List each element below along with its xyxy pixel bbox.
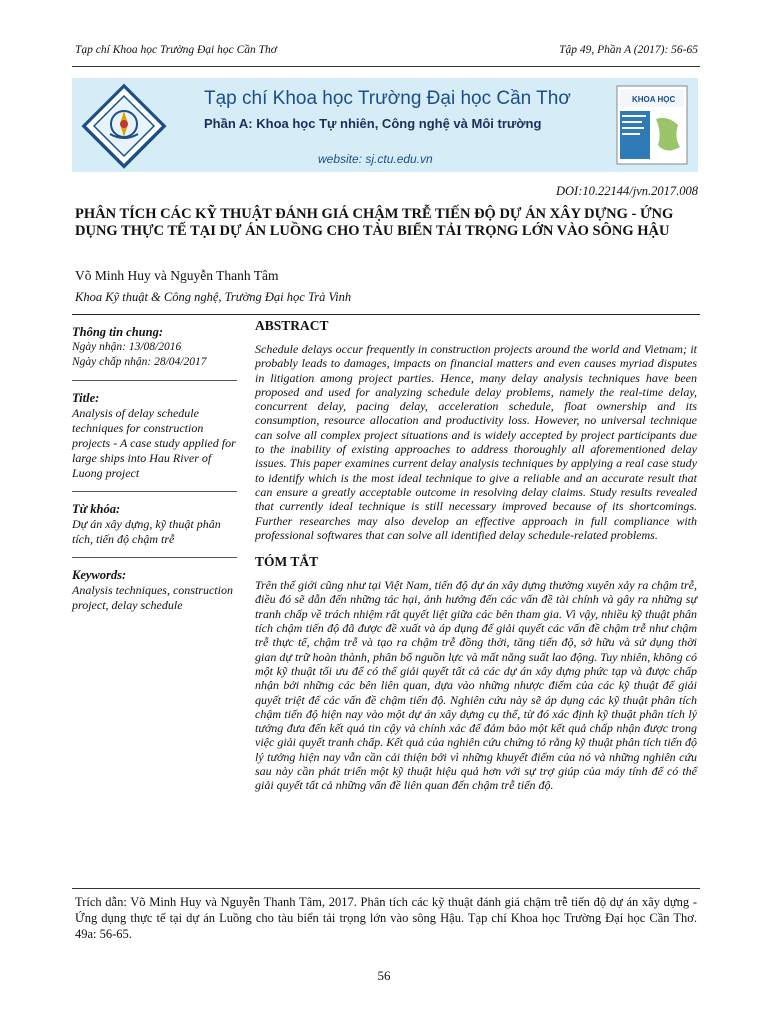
sidebar-divider — [72, 491, 237, 492]
banner-title: Tạp chí Khoa học Trường Đại học Cần Thơ — [204, 88, 571, 109]
cover-title-text: KHOA HỌC — [632, 95, 676, 104]
keywords-vi-heading: Từ khóa: — [72, 502, 121, 516]
title-en-heading: Title: — [72, 391, 100, 405]
tomtat-text: Trên thế giới cũng như tại Việt Nam, tiến độ dự án xây dựng thường xuyên xảy ra chậm trễ, điều đó sẽ dẫn đến những tác hại, ảnh hưởng đến các vấn đề tài chính và gây ra những sự tranh chấp về trách nhiệm rất quyết liệt giữa các bên tham gia. Vì vậy, nhiều kỹ thuật phân tích chậm tiến độ đã được đề xuất và áp dụng để giải quyết các vấn đề chậm trễ như chậm trễ thực tế, chậm trễ và tạo ra chậm trễ đồng thời, tăng tiến độ, sở hữu và sử dụng thời gian dự trữ hoàn thành, phân bổ nguồn lực và mất năng suất lao động. Tuy nhiên, không có một kỹ thuật tối ưu để có thể giải quyết tất cả các dự án xây dựng phức tạp và được chấp nhận bởi những các bên liên quan, dựa vào những nhược điểm của các kỹ thuật để giải quyết triệt để các vấn đề chậm tiến độ. Nghiên cứu này sẽ áp dụng các kỹ thuật phân tích chậm tiến độ hiện nay vào một dự án xây dựng cụ thể, từ đó xác định kỹ thuật phân tích lý tưởng đưa đến kết quả tin cậy và chính xác để đảm bảo một kết quả chấp nhận được trong việc giải quyết tranh chấp. Kết quả của nghiên cứu chứng tỏ rằng kỹ thuật phân tích tiến độ lý tưởng hiện nay vẫn cần cải thiện bởi vì những khuyết điểm của nó và những nghiên cứu sau này cần phát triển một kỹ thuật hiệu quả hơn với sự trợ giúp của máy tính để có thể giải quyết tất cả những vấn đề liên quan đến chậm trễ tiến độ. — [255, 578, 698, 793]
abstract-text: Schedule delays occur frequently in construction projects around the world and Vietnam; it probably leads to damages, impacts on financial matters and even causes myriad disputes in litigation among project parties. Hence, many delay analysis techniques have been proposed and used for analyzing schedule delay problems, namely the real-time delay, concurrent delay, pacing delay, acceleration schedule, float ownership and its consumption, resource allocation and productivity loss. However, no universal technique can solve all complex project situations and is widely accepted by project participants due to the inability of existing approaches to address thoroughly all aforementioned delay issues. This paper examines current delay analysis techniques by applying a real case study to identify which is the most ideal technique to give a reliable and an accurate result that can ensure a greatly acceptable outcome in resolving delay claims. Study results revealed that currently ideal technique is still necessary improved because of its shortcomings. Further researches may also develop an effective approach in full compliance with professional softwares that can solve all identified delay schedule-related problems. — [255, 342, 697, 542]
abstract-heading: ABSTRACT — [255, 318, 329, 333]
page-number: 56 — [377, 968, 391, 983]
abstract-column — [255, 318, 697, 793]
header-rule — [72, 66, 700, 67]
running-issue: Tập 49, Phần A (2017): 56-65 — [559, 44, 698, 56]
citation-rule — [72, 888, 700, 889]
doi-link[interactable]: DOI:10.22144/jvn.2017.008 — [556, 184, 698, 198]
article-affiliation: Khoa Kỹ thuật & Công nghệ, Trường Đại học Trà Vinh — [75, 290, 352, 304]
keywords-vi-text: Dự án xây dựng, kỹ thuật phân tích, tiến độ chậm trễ — [72, 517, 221, 546]
running-journal-title: Tạp chí Khoa học Trường Đại học Cần Thơ — [75, 44, 277, 56]
banner-subtitle: Phần A: Khoa học Tự nhiên, Công nghệ và Môi trường — [204, 116, 542, 131]
received-date: Ngày nhận: 13/08/2016 — [72, 341, 182, 353]
keywords-en-heading: Keywords: — [72, 568, 127, 582]
sidebar-divider — [72, 380, 237, 381]
sidebar-divider — [72, 557, 237, 558]
keywords-en-text: Analysis techniques, construction project, delay schedule — [72, 583, 233, 612]
article-authors: Võ Minh Huy và Nguyễn Thanh Tâm — [75, 268, 279, 283]
journal-cover-icon — [616, 85, 688, 165]
title-en-text: Analysis of delay schedule techniques for construction projects - A case study applied for large ships into Hau River of Luong project — [72, 406, 236, 480]
info-heading: Thông tin chung: — [72, 325, 164, 339]
accepted-date: Ngày chấp nhận: 28/04/2017 — [72, 356, 207, 368]
section-rule — [72, 314, 700, 315]
article-title: PHÂN TÍCH CÁC KỸ THUẬT ĐÁNH GIÁ CHẬM TRỄ TIẾN ĐỘ DỰ ÁN XÂY DỰNG - ỨNG DỤNG THỰC TẾ TẠI DỰ ÁN LUỒNG CHO TÀU BIỂN TẢI TRỌNG LỚN VÀO SÔNG HẬU — [75, 206, 674, 239]
tomtat-heading: TÓM TẮT — [255, 554, 319, 570]
university-logo-icon — [80, 82, 168, 170]
banner-website-link[interactable]: website: sj.ctu.edu.vn — [318, 152, 433, 166]
citation-text: Trích dẫn: Võ Minh Huy và Nguyễn Thanh Tâm, 2017. Phân tích các kỹ thuật đánh giá chậm trễ tiến độ dự án xây dựng - Ứng dụng thực tế tại dự án Luồng cho tàu biển tải trọng lớn vào sông Hậu. Tạp chí Khoa học Trường Đại học Cần Thơ. 49a: 56-65. — [75, 895, 697, 941]
article-info-sidebar — [72, 325, 237, 613]
